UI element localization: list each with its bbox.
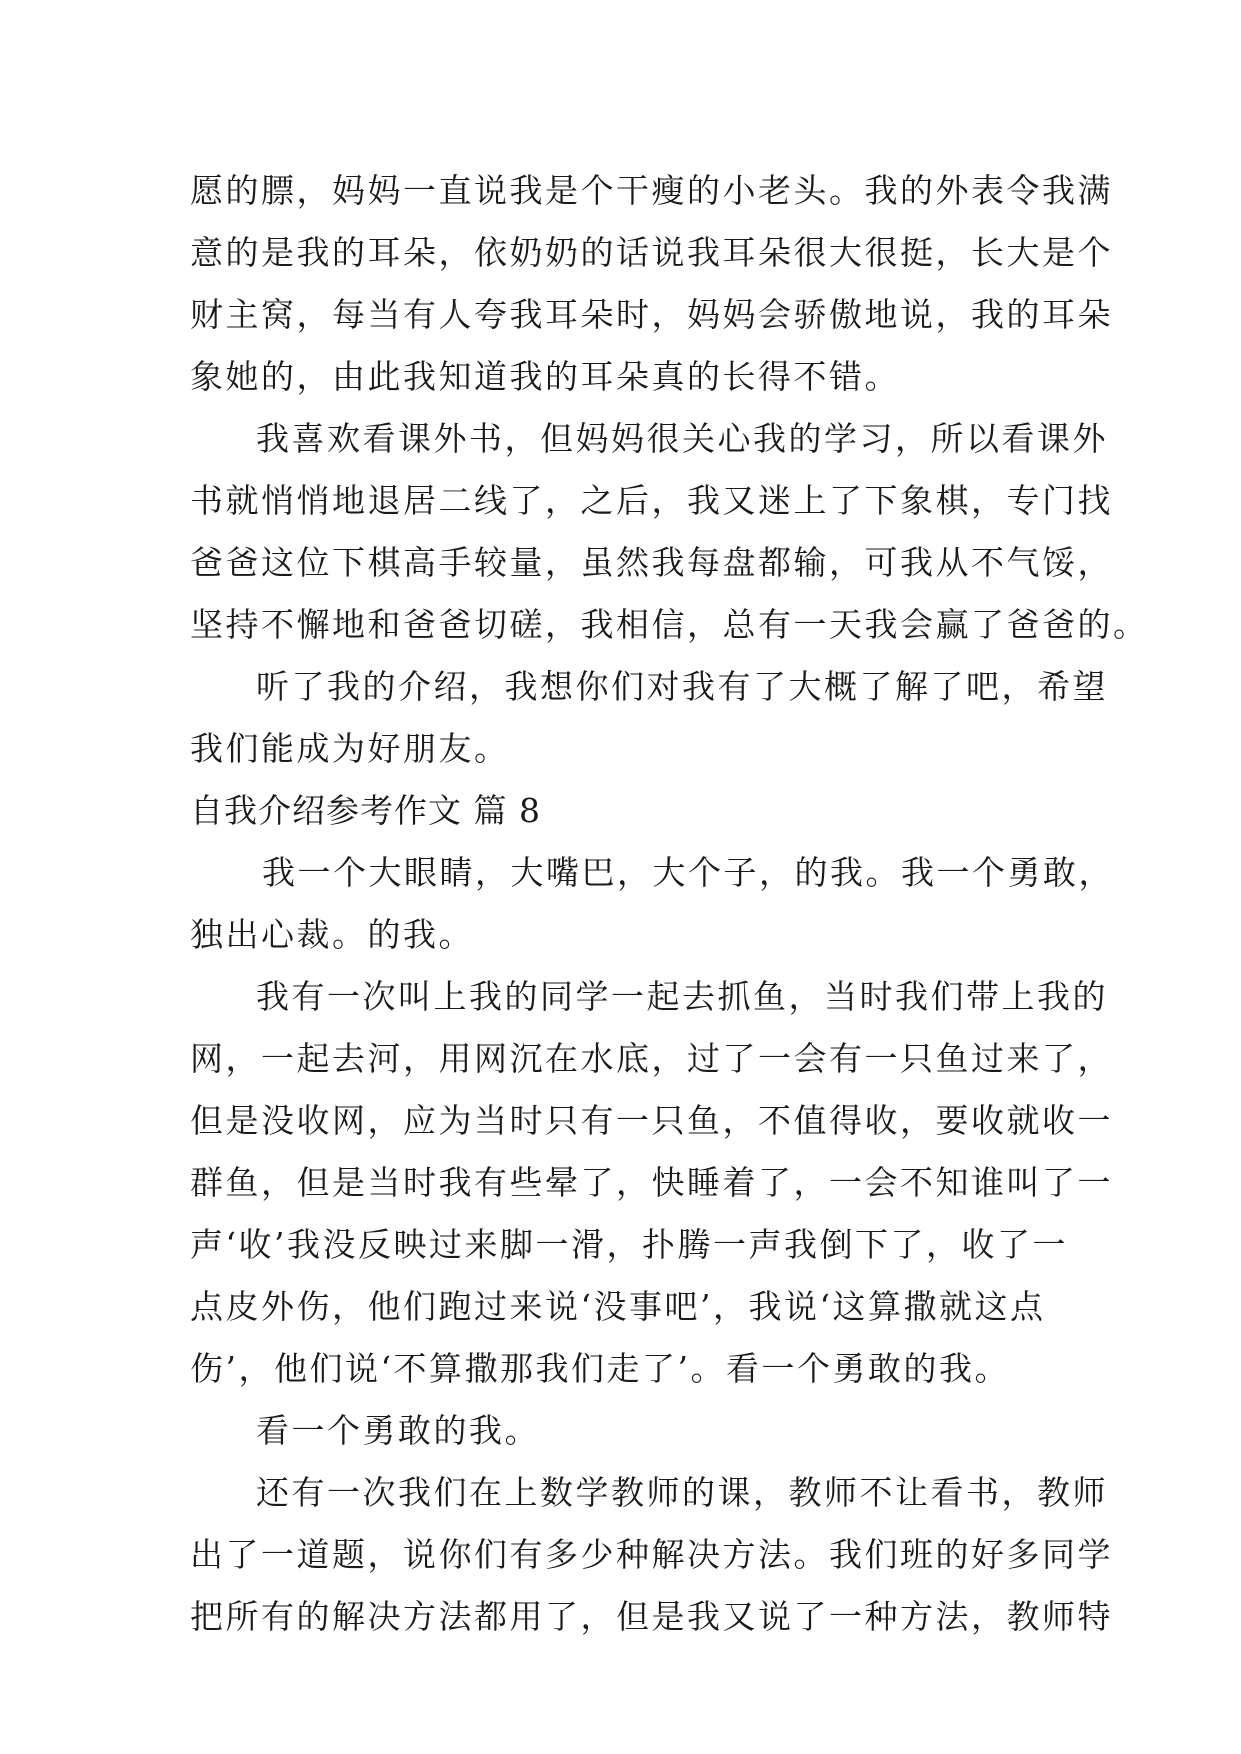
paragraph-line: 我一个大眼睛，大嘴巴，大个子，的我。我一个勇敢， (262, 853, 1114, 892)
paragraph-line: 还有一次我们在上数学教师的课，教师不让看书，教师 (256, 1473, 1108, 1512)
paragraph-line: 我有一次叫上我的同学一起去抓鱼，当时我们带上我的 (256, 977, 1108, 1016)
paragraph-line: 把所有的解决方法都用了，但是我又说了一种方法，教师特 (190, 1597, 1113, 1636)
paragraph-line: 财主窝，每当有人夸我耳朵时，妈妈会骄傲地说，我的耳朵 (190, 295, 1113, 334)
paragraph-line: 书就悄悄地退居二线了，之后，我又迷上了下象棋，专门找 (190, 481, 1113, 520)
paragraph-line: 象她的，由此我知道我的耳朵真的长得不错。 (190, 357, 900, 396)
paragraph-line: 我喜欢看课外书，但妈妈很关心我的学习，所以看课外 (256, 419, 1108, 458)
paragraph-line: 点皮外伤，他们跑过来说‘没事吧’，我说‘这算撒就这点 (190, 1287, 1046, 1326)
paragraph-line: 独出心裁。的我。 (190, 915, 474, 954)
paragraph-line: 坚持不懈地和爸爸切磋，我相信，总有一天我会赢了爸爸的。 (190, 605, 1149, 644)
paragraph-line: 我们能成为好朋友。 (190, 729, 510, 768)
paragraph-line: 爸爸这位下棋高手较量，虽然我每盘都输，可我从不气馁， (190, 543, 1113, 582)
paragraph-line: 伤’，他们说‘不算撒那我们走了’。看一个勇敢的我。 (190, 1349, 1010, 1388)
paragraph-line: 意的是我的耳朵，依奶奶的话说我耳朵很大很挺，长大是个 (190, 233, 1113, 272)
paragraph-line: 但是没收网，应为当时只有一只鱼，不值得收，要收就收一 (190, 1101, 1113, 1140)
section-heading: 自我介绍参考作文 篇 8 (190, 791, 541, 830)
paragraph-line: 看一个勇敢的我。 (256, 1411, 540, 1450)
paragraph-line: 愿的膘，妈妈一直说我是个干瘦的小老头。我的外表令我满 (190, 171, 1113, 210)
paragraph-line: 声‘收’我没反映过来脚一滑，扑腾一声我倒下了，收了一 (190, 1225, 1068, 1264)
paragraph-line: 网，一起去河，用网沉在水底，过了一会有一只鱼过来了， (190, 1039, 1113, 1078)
paragraph-line: 听了我的介绍，我想你们对我有了大概了解了吧，希望 (256, 667, 1108, 706)
article-body (190, 160, 1149, 1648)
paragraph-line: 出了一道题，说你们有多少种解决方法。我们班的好多同学 (190, 1535, 1113, 1574)
paragraph-line: 群鱼，但是当时我有些晕了，快睡着了，一会不知谁叫了一 (190, 1163, 1113, 1202)
